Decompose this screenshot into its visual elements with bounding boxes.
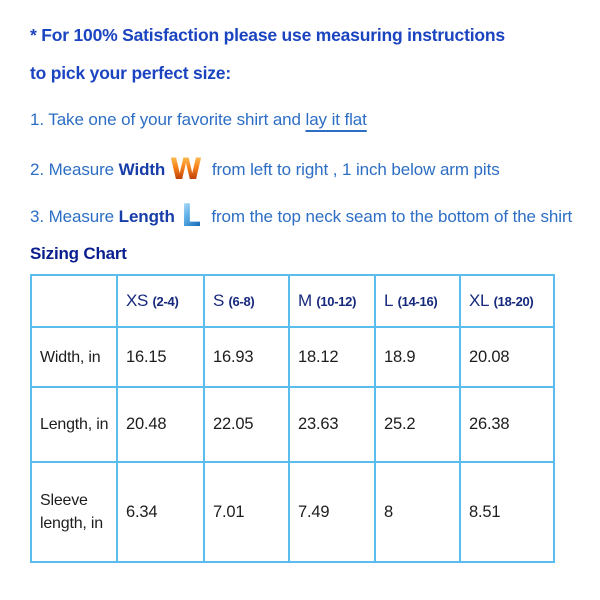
row-label-length: Length, in xyxy=(31,387,117,462)
step-3 xyxy=(30,195,574,233)
width-m-value: 18.12 xyxy=(289,327,375,387)
table-header-row xyxy=(31,275,554,327)
step-1 xyxy=(30,107,574,133)
size-range: (18-20) xyxy=(493,294,534,309)
table-row-length xyxy=(31,387,554,462)
sleeve-m-value: 7.49 xyxy=(289,462,375,562)
sleeve-l-value: 8 xyxy=(375,462,460,562)
size-label: XL xyxy=(469,291,490,310)
header-cell-s xyxy=(204,275,289,327)
header-cell-xs xyxy=(117,275,204,327)
size-label: S xyxy=(213,291,225,310)
step-3-prefix: 3. Measure xyxy=(30,207,119,226)
width-xs-value: 16.15 xyxy=(117,327,204,387)
header-cell-l xyxy=(375,275,460,327)
step-2-suffix: from left to right , 1 inch below arm pits xyxy=(207,160,500,179)
size-label: XS xyxy=(126,291,149,310)
width-xl-value: 20.08 xyxy=(460,327,554,387)
sleeve-xs-value: 6.34 xyxy=(117,462,204,562)
header-cell-m xyxy=(289,275,375,327)
length-xs-value: 20.48 xyxy=(117,387,204,462)
width-l-value: 18.9 xyxy=(375,327,460,387)
corner-cell xyxy=(31,275,117,327)
width-term: Width xyxy=(118,160,166,179)
width-letter-glyph: W xyxy=(170,152,203,186)
length-l-value: 25.2 xyxy=(375,387,460,462)
length-m-value: 23.63 xyxy=(289,387,375,462)
width-s-value: 16.93 xyxy=(204,327,289,387)
satisfaction-note xyxy=(30,16,574,92)
row-label-sleeve-length: Sleeve length, in xyxy=(31,462,117,562)
table-row-sleeve-length xyxy=(31,462,554,562)
size-label: L xyxy=(384,291,394,310)
length-xl-value: 26.38 xyxy=(460,387,554,462)
sleeve-s-value: 7.01 xyxy=(204,462,289,562)
step-1-text: 1. Take one of your favorite shirt and xyxy=(30,110,306,129)
length-s-value: 22.05 xyxy=(204,387,289,462)
size-range: (6-8) xyxy=(228,294,255,309)
satisfaction-note-line1: * For 100% Satisfaction please use measuring instructions xyxy=(30,25,505,45)
satisfaction-note-line2: to pick your perfect size: xyxy=(30,63,231,83)
length-letter-glyph: L xyxy=(180,198,201,233)
length-term: Length xyxy=(118,207,175,226)
lay-it-flat-underlined-text: lay it flat xyxy=(305,110,367,129)
size-range: (10-12) xyxy=(316,294,357,309)
size-range: (14-16) xyxy=(397,294,438,309)
sizing-chart-table xyxy=(30,274,555,563)
row-label-width: Width, in xyxy=(31,327,117,387)
table-row-width xyxy=(31,327,554,387)
sizing-chart-heading: Sizing Chart xyxy=(30,244,127,263)
sleeve-xl-value: 8.51 xyxy=(460,462,554,562)
width-letter-icon xyxy=(170,148,202,186)
step-2-prefix: 2. Measure xyxy=(30,160,119,179)
step-3-suffix: from the top neck seam to the bottom of the shirt xyxy=(206,207,573,226)
size-label: M xyxy=(298,291,312,310)
header-cell-xl xyxy=(460,275,554,327)
step-2 xyxy=(30,148,574,186)
size-range: (2-4) xyxy=(152,294,179,309)
length-letter-icon xyxy=(180,195,202,233)
